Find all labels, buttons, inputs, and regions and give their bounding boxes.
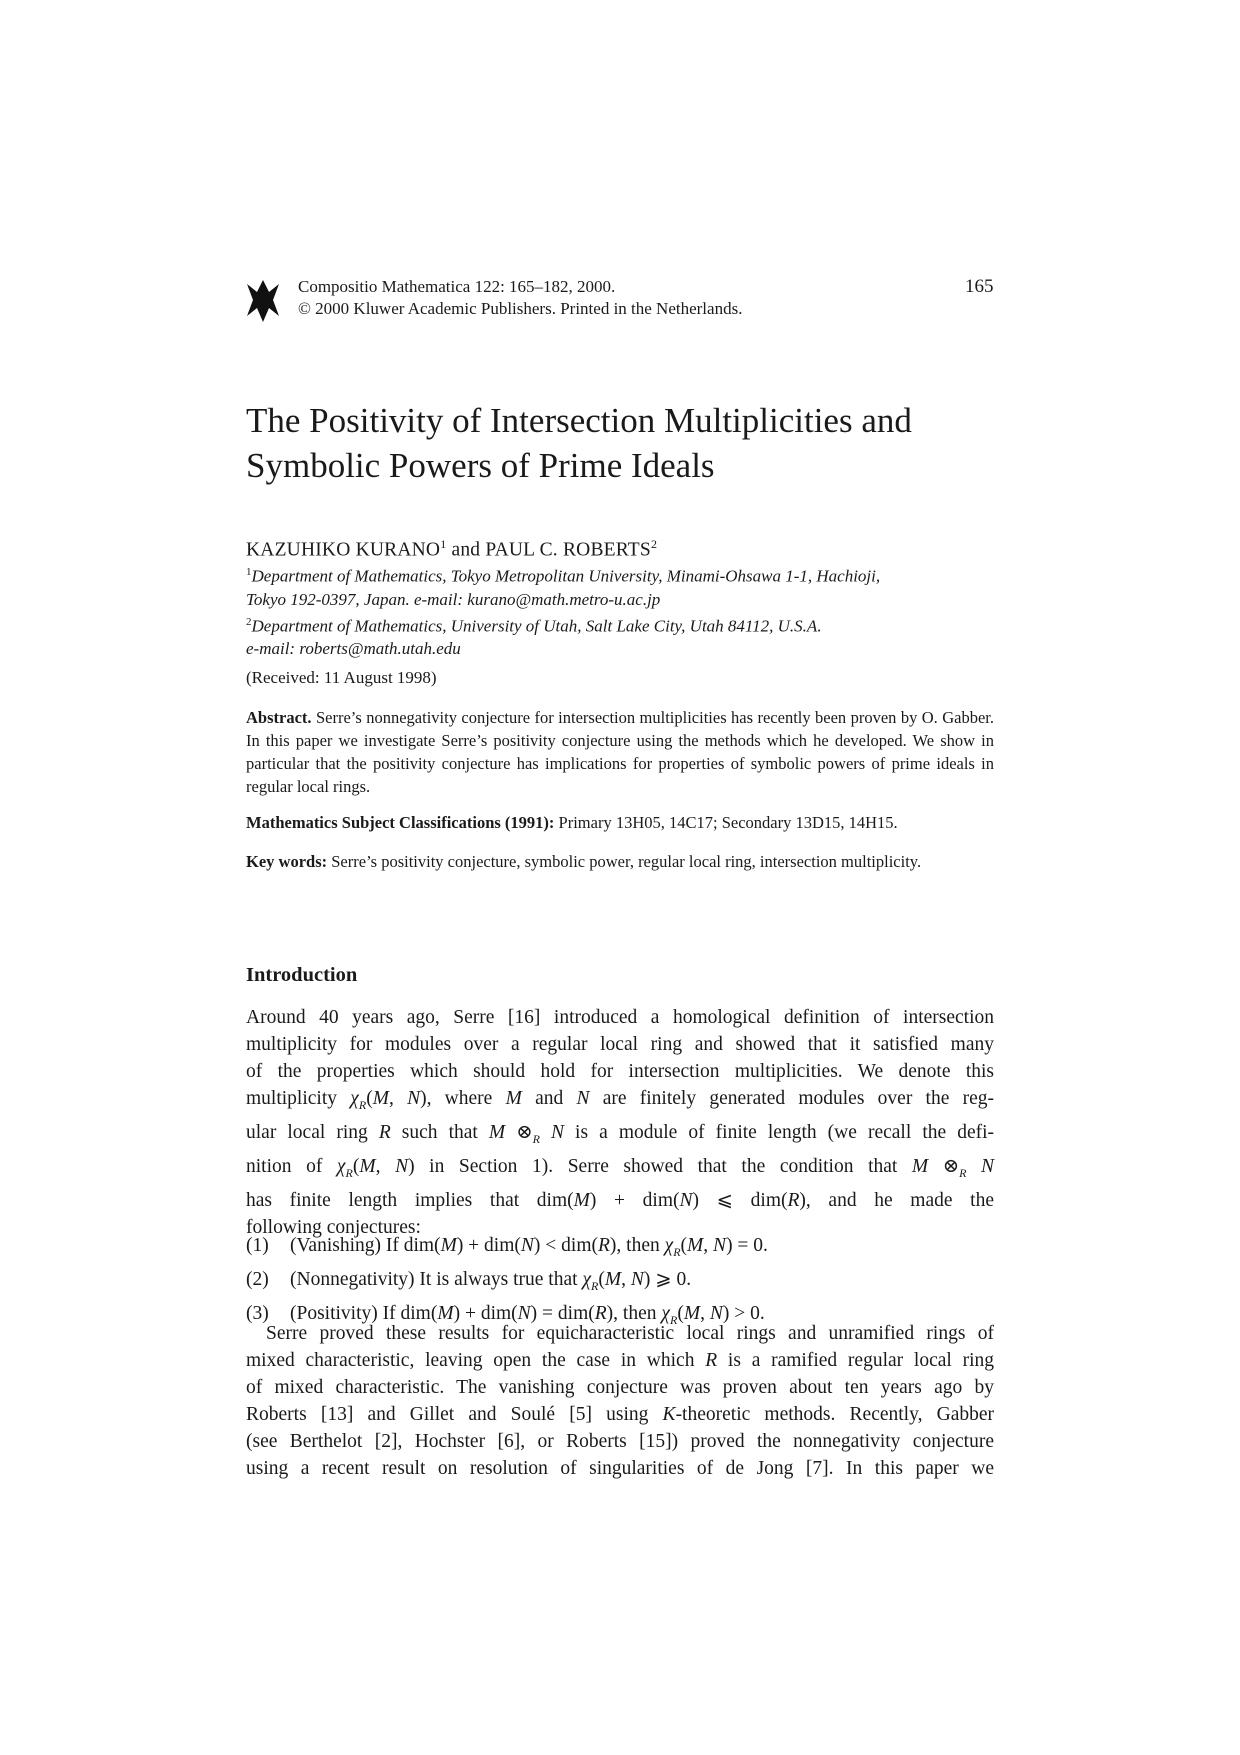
para2-line: mixed characteristic, leaving open the case in which R is a ramified regular local ring: [246, 1350, 995, 1371]
msc-label: Mathematics Subject Classifications (1991):: [246, 813, 555, 832]
para1-line: multiplicity for modules over a regular local ring and showed that it satisfied many: [246, 1034, 994, 1055]
conjecture-text: (Vanishing) If dim(M) + dim(N) < dim(R), then $\chi_R(M$, N) = 0.: [290, 1235, 768, 1259]
affiliation-1-text: Department of Mathematics, Tokyo Metropolitan University, Minami-Ohsawa 1-1, Hachioji,: [251, 566, 881, 586]
conjecture-list: [246, 1232, 1006, 1334]
affiliation-1-mark: 1: [246, 566, 252, 578]
keywords: [246, 850, 994, 873]
author-2-mark: 2: [650, 537, 658, 551]
section-heading-introduction: Introduction: [246, 964, 358, 986]
para2-line: Roberts [13] and Gillet and Soulé [5] using K-theoretic methods. Recently, Gabber: [246, 1404, 994, 1425]
para2-line: of mixed characteristic. The vanishing conjecture was proven about ten years ago by: [246, 1377, 994, 1398]
abstract: [246, 706, 994, 798]
title-line-1: The Positivity of Intersection Multiplicities and: [246, 401, 912, 440]
page-number: 165: [965, 276, 994, 297]
author-list: [246, 537, 657, 562]
introduction-paragraph-1: [246, 1004, 994, 1241]
para1-line: of the properties which should hold for intersection multiplicities. We denote this: [246, 1061, 994, 1082]
author-1: KAZUHIKO KURANO: [246, 539, 441, 561]
para1-line: has finite length implies that dim(M) + dim(N) ⩽ dim(R), and he made the: [246, 1189, 994, 1211]
received-date: (Received: 11 August 1998): [246, 668, 437, 687]
affiliation-1-line-2: Tokyo 192-0397, Japan. e-mail: kurano@math.metro-u.ac.jp: [246, 589, 661, 609]
subject-classification: [246, 813, 1006, 833]
journal-line-1: Compositio Mathematica 122: 165–182, 2000.: [298, 277, 616, 296]
introduction-paragraph-2: [246, 1320, 994, 1482]
para2-line: using a recent result on resolution of singularities of de Jong [7]. In this paper we: [246, 1458, 994, 1479]
affiliation-2-mark: 2: [246, 615, 252, 628]
msc-text: Primary 13H05, 14C17; Secondary 13D15, 14H15.: [558, 813, 898, 832]
abstract-text: Serre’s nonnegativity conjecture for intersection multiplicities has recently been proven by O. Gabber. In this paper we investigate Serre’s positivity conjecture using the methods which he developed. We show in particular that the positivity conjecture has implications for properties of symbolic powers of prime ideals in regular local rings.: [246, 708, 994, 796]
author-joiner: and: [446, 539, 486, 561]
conjecture-item: [246, 1232, 1006, 1266]
author-1-mark: 1: [440, 537, 447, 551]
para2-line: Serre proved these results for equicharacteristic local rings and unramified rings of: [266, 1323, 994, 1344]
conjecture-number: (2): [246, 1268, 269, 1290]
conjecture-number: (3): [246, 1302, 269, 1324]
para2-line: (see Berthelot [2], Hochster [6], or Roberts [15]) proved the nonnegativity conjecture: [246, 1431, 994, 1452]
conjecture-text: (Positivity) If dim(M) + dim(N) = dim(R), then $\chi_R(M$, N) > 0.: [290, 1302, 765, 1327]
abstract-label: Abstract.: [246, 708, 312, 727]
conjecture-text: (Nonnegativity) It is always true that $\chi_R(M$, N) ⩾ 0.: [290, 1268, 692, 1293]
keywords-text: Serre’s positivity conjecture, symbolic power, regular local ring, intersection multiplicity.: [331, 852, 922, 871]
keywords-label: Key words:: [246, 852, 328, 871]
author-2: PAUL C. ROBERTS: [485, 539, 651, 561]
affiliation-2-text: Department of Mathematics, University of Utah, Salt Lake City, Utah 84112, U.S.A.: [251, 616, 822, 636]
journal-citation: [298, 276, 742, 320]
conjecture-item: [246, 1266, 1006, 1300]
title-line-2: Symbolic Powers of Prime Ideals: [246, 446, 715, 485]
publisher-logo-icon: [245, 278, 281, 324]
affiliation-1-line-1: [246, 561, 1006, 588]
affiliation-2-line-1: [246, 611, 1006, 638]
affiliation-2-line-2: e-mail: roberts@math.utah.edu: [246, 639, 461, 659]
journal-line-2: © 2000 Kluwer Academic Publishers. Printed in the Netherlands.: [298, 299, 743, 318]
conjecture-number: (1): [246, 1235, 269, 1256]
paper-title: [246, 398, 1006, 488]
affiliations: [246, 561, 1006, 660]
para1-line: ular local ring R such that M $\otimes_R$ N is a module of finite length (we recall the defi-: [246, 1121, 995, 1146]
para1-line: Around 40 years ago, Serre [16] introduced a homological definition of intersection: [246, 1007, 994, 1028]
para1-line: following conjectures:: [246, 1216, 421, 1238]
para1-line: multiplicity $\chi_R(M$, N), where M and N are finitely generated modules over the reg-: [246, 1088, 995, 1112]
para1-line: nition of $\chi_R(M$, N) in Section 1). Serre showed that the condition that M $\otimes_R$ N: [246, 1155, 995, 1180]
